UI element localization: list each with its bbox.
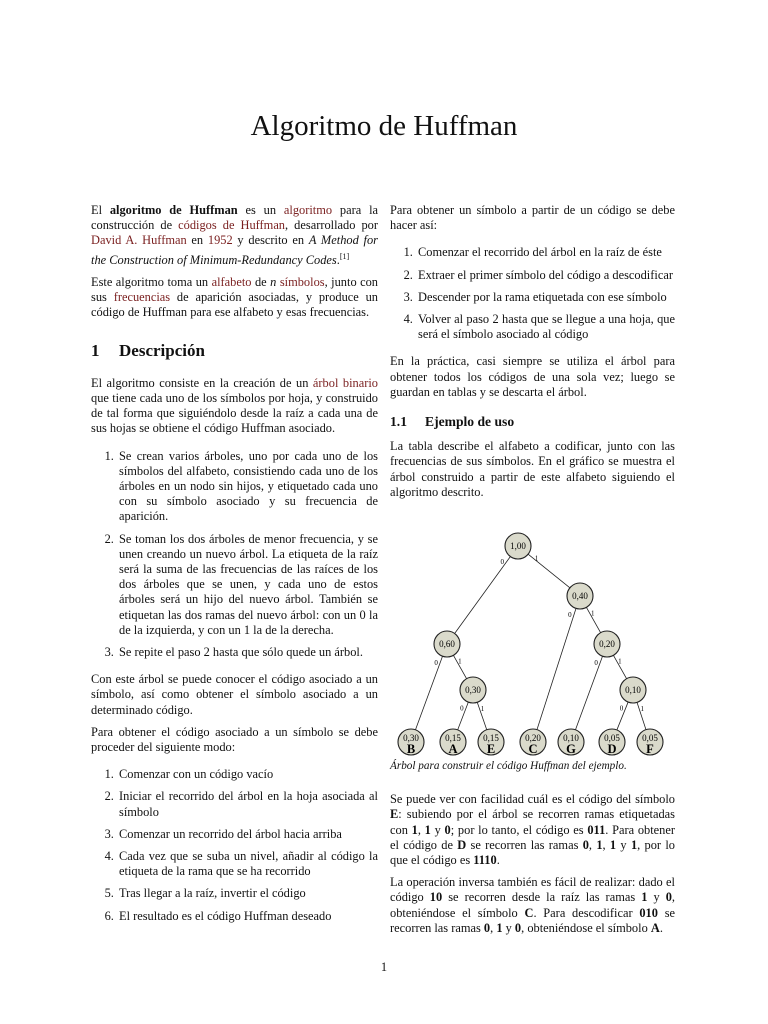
section-paragraph-4: Para obtener un símbolo a partir de un código se debe hacer así: <box>390 203 675 233</box>
section-paragraph-5: En la práctica, casi siempre se utiliza el árbol para obtener todos los códigos de una sola vez; luego se guardan en tablas y se descarta el árbol. <box>390 354 675 399</box>
decode-steps-list <box>390 245 675 342</box>
edge-label: 1 <box>640 705 644 714</box>
list-item: 5. Tras llegar a la raíz, invertir el código <box>117 886 378 901</box>
tree-node-value: 0,10 <box>625 685 641 695</box>
text: se recorren las ramas <box>466 837 583 852</box>
tree-edge-root-n060 <box>455 557 511 634</box>
edge-label: 1 <box>480 704 485 713</box>
bold: D <box>457 837 467 852</box>
edge-label: 0 <box>619 704 624 713</box>
section-number: 1 <box>91 340 100 360</box>
subsection-paragraph-3 <box>390 875 675 936</box>
page-number: 1 <box>380 960 388 974</box>
tree-node-value: 0,60 <box>439 639 455 649</box>
link-codigos-huffman[interactable]: códigos de Huffman <box>178 218 286 233</box>
tree-node-symbol: F <box>646 742 654 756</box>
edge-label: 0 <box>568 611 572 620</box>
bold: 0 <box>665 890 672 905</box>
list-item: 1. Comenzar con un código vacío <box>117 767 378 782</box>
text: ; por lo tanto, el código es <box>450 822 588 837</box>
text: , obteniéndose el símbolo <box>521 920 651 935</box>
text: , junto con sus <box>91 274 379 305</box>
construction-steps-list <box>91 449 378 661</box>
page-title: Algoritmo de Huffman <box>250 110 518 142</box>
text: y <box>647 890 666 905</box>
list-item: 3. Descender por la rama etiquetada con ese símbolo <box>416 290 675 305</box>
subsection-paragraph-1: La tabla describe el alfabeto a codificar, junto con las frecuencias de sus símbolos. En el gráfico se muestra el árbol construido a partir de este alfabeto siguiendo el algoritmo descrito. <box>390 439 675 499</box>
text: , <box>490 920 497 935</box>
link-algoritmo[interactable]: algoritmo <box>283 203 333 217</box>
bold: 1 <box>424 822 431 837</box>
subsection-number: 1.1 <box>390 414 407 430</box>
text: y <box>502 920 515 935</box>
link-simbolos[interactable]: símbolos <box>276 274 325 289</box>
bold: E <box>390 807 399 822</box>
edge-label: 0 <box>434 658 438 667</box>
edge-label: 1 <box>534 554 539 563</box>
bold: 1 <box>596 837 603 852</box>
link-arbol-binario[interactable]: árbol binario <box>312 375 378 390</box>
list-item: 2. Iniciar el recorrido del árbol en la hoja asociada al símbolo <box>117 789 378 819</box>
intro-paragraph-1 <box>91 203 378 268</box>
bold: 10 <box>429 890 443 905</box>
subsection-heading-ejemplo <box>390 414 675 429</box>
text: , por lo que el código es <box>390 837 676 868</box>
list-item: 1. Comenzar el recorrido del árbol en la raíz de éste <box>416 245 675 260</box>
text: , <box>602 837 610 852</box>
tree-node-value: 0,15 <box>483 733 499 743</box>
text: es un <box>237 203 284 217</box>
text: de aparición asociadas, y produce un código de Huffman para ese alfabeto y esas frecuencias. <box>91 290 378 320</box>
tree-node-value: 0,10 <box>563 733 579 743</box>
bold: 1 <box>411 822 418 837</box>
bold-term: algoritmo de Huffman <box>109 203 238 217</box>
list-item: 2. Extraer el primer símbolo del código a descodificar <box>416 268 675 283</box>
section-paragraph-3: Para obtener el código asociado a un símbolo se debe proceder del siguiente modo: <box>91 724 378 755</box>
link-1952[interactable]: 1952 <box>207 233 233 248</box>
tree-node-value: 1,00 <box>510 541 526 551</box>
edge-label: 1 <box>618 657 622 666</box>
tree-edge-n040-C <box>537 608 576 729</box>
paper-title: A Method for the Construction of Minimum-Redundancy Codes <box>91 233 378 267</box>
link-frecuencias[interactable]: frecuencias <box>113 290 171 305</box>
text: para la construcción de <box>91 203 379 233</box>
bold: 0 <box>483 920 491 935</box>
bold: 011 <box>587 822 606 837</box>
tree-edge-n060-B <box>415 656 442 730</box>
text: en <box>186 233 208 248</box>
list-item: 2. Se toman los dos árboles de menor frecuencia, y se unen creando un nuevo árbol. La etiqueta de la raíz será la suma de las frecuencias de las raíces de los dos árboles que se unen, y cada uno de estos árboles será un hijo del nuevo árbol. También se etiquetan las dos ramas del nuevo árbol: con un 0 la de la izquierda, y con un 1 la de la derecha. <box>117 532 378 638</box>
bold: 0 <box>514 920 522 935</box>
edge-label: 0 <box>594 658 598 667</box>
text: que tiene cada uno de los símbolos por hoja, y construido de tal forma que siguiéndolo desde la raíz a cada una de sus hojas se obtiene el código Huffman asociado. <box>91 390 378 436</box>
link-david-huffman[interactable]: David A. Huffman <box>91 233 187 248</box>
bold: 0 <box>444 822 451 837</box>
text: y descrito en <box>232 233 309 248</box>
tree-node-symbol: C <box>528 742 538 756</box>
tree-node-value: 0,05 <box>642 733 658 743</box>
tree-node-value: 0,30 <box>465 685 481 695</box>
tree-node-symbol: A <box>448 742 458 756</box>
huffman-tree-diagram <box>385 524 675 760</box>
edge-label: 0 <box>460 704 464 713</box>
tree-node-value: 0,40 <box>572 591 588 601</box>
list-item: 4. Volver al paso 2 hasta que se llegue a una hoja, que será el símbolo asociado al código <box>416 312 675 342</box>
text: . Para descodificar <box>533 905 640 920</box>
text: de <box>251 274 271 289</box>
tree-node-value: 0,30 <box>403 733 419 743</box>
tree-node-value: 0,05 <box>604 733 620 743</box>
text: se recorren las ramas <box>390 905 676 935</box>
bold: 0 <box>582 837 589 852</box>
text: . <box>496 853 500 868</box>
text: . <box>336 252 340 267</box>
bold: 1 <box>496 920 503 935</box>
text: . Para obtener el código de <box>390 822 676 852</box>
text: se recorren desde la raíz las ramas <box>442 890 642 905</box>
section-heading-descripcion <box>91 340 378 360</box>
text: , desarrollado por <box>285 218 378 233</box>
tree-node-value: 0,15 <box>445 733 461 743</box>
text: La operación inversa también es fácil de realizar: dado el código <box>390 875 675 905</box>
figure-caption: Árbol para construir el código Huffman del ejemplo. <box>390 760 627 773</box>
bold: 010 <box>639 905 658 920</box>
list-item: 6. El resultado es el código Huffman deseado <box>117 909 378 924</box>
section-paragraph-1 <box>91 376 378 437</box>
list-item: 4. Cada vez que se suba un nivel, añadir al código la etiqueta de la rama que se ha recorrido <box>117 849 378 879</box>
text: y <box>430 822 445 837</box>
edge-label: 1 <box>458 657 462 666</box>
text: El algoritmo consiste en la creación de un <box>91 375 313 390</box>
bold: 1 <box>630 837 638 852</box>
list-item: 3. Se repite el paso 2 hasta que sólo quede un árbol. <box>117 645 378 660</box>
text: , <box>417 822 425 837</box>
text: . <box>659 920 663 935</box>
bold: 1 <box>641 890 648 905</box>
tree-node-value: 0,20 <box>599 639 615 649</box>
bold: 1110 <box>473 853 497 868</box>
section-paragraph-2: Con este árbol se puede conocer el código asociado a un símbolo, así como obtener el símbolo asociado a un determinado código. <box>91 672 378 717</box>
list-item: 1. Se crean varios árboles, uno por cada uno de los símbolos del alfabeto, consistiendo cada uno de los árboles en un nodo sin hijos, y etiquetado cada uno con su símbolo asociado y su frecuencia de aparición. <box>117 449 378 525</box>
tree-node-symbol: G <box>566 742 576 756</box>
text: : subiendo por el árbol se recorren ramas etiquetadas con <box>390 807 675 837</box>
italic-n: n <box>270 274 277 289</box>
bold: 1 <box>609 837 617 852</box>
section-title: Descripción <box>119 340 205 360</box>
subsection-paragraph-2 <box>390 792 675 868</box>
reference-link[interactable]: [1] <box>339 251 350 261</box>
text: , obteniéndose el símbolo <box>390 890 676 920</box>
text: Se puede ver con facilidad cuál es el código del símbolo <box>390 792 675 807</box>
tree-node-value: 0,20 <box>525 733 541 743</box>
edge-label: 1 <box>591 609 595 618</box>
text: Este algoritmo toma un <box>91 274 212 289</box>
subsection-title: Ejemplo de uso <box>425 414 515 430</box>
bold: C <box>524 905 534 920</box>
encode-steps-list <box>91 767 378 924</box>
edge-label: 0 <box>500 558 505 567</box>
text: y <box>616 837 631 852</box>
bold: A <box>650 920 660 935</box>
text: El <box>91 203 110 217</box>
tree-node-symbol: D <box>607 742 617 756</box>
left-column <box>91 203 378 936</box>
link-alfabeto[interactable]: alfabeto <box>211 274 252 289</box>
text: , <box>588 837 597 852</box>
tree-edge-n020-G <box>575 656 602 730</box>
intro-paragraph-2 <box>91 275 378 321</box>
tree-node-symbol: E <box>486 742 496 756</box>
list-item: 3. Comenzar un recorrido del árbol hacia arriba <box>117 827 378 842</box>
tree-node-symbol: B <box>406 742 416 756</box>
